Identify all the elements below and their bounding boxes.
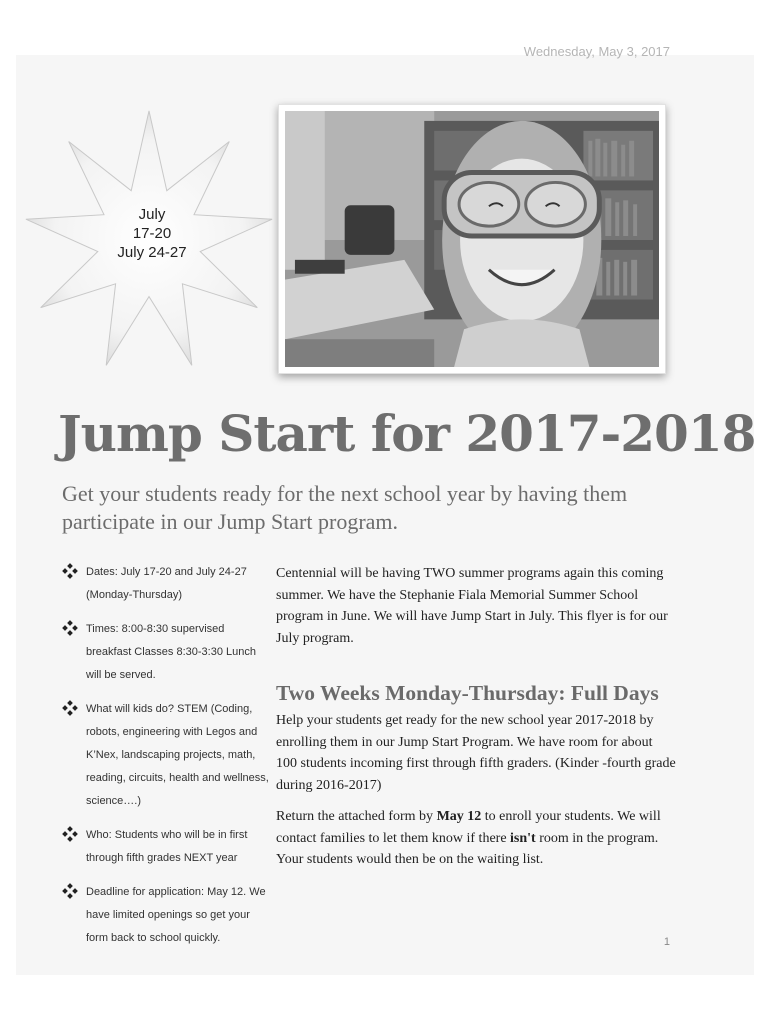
page-number: 1 — [663, 936, 670, 948]
page-subtitle: Get your students ready for the next school year by having them participate in our Jump Start program. — [62, 481, 628, 534]
main-column — [276, 563, 676, 871]
list-item — [60, 618, 270, 687]
return-text: Return the attached form by — [276, 809, 437, 824]
enroll-paragraph: Help your students get ready for the new school year 2017-2018 by enrolling them in our Jump Start Program. We have room for about 100 students incoming first through fifth graders. (Kinder -fourth grade during 2016-2017) — [276, 713, 676, 793]
return-text: room in the program. Your students would then be on the waiting list. — [276, 830, 659, 867]
child-with-goggles-photo — [285, 111, 659, 367]
bullet-text: Dates: July 17-20 and July 24-27 (Monday-Thursday) — [86, 566, 247, 601]
list-item — [60, 561, 270, 607]
intro-paragraph: Centennial will be having TWO summer programs again this coming summer. We have the Stephanie Fiala Memorial Summer School program in June. We will have Jump Start in July. This flyer is for our July program. — [276, 566, 668, 646]
starburst-line: July — [138, 206, 166, 223]
starburst-line: July 24-27 — [117, 244, 187, 261]
starburst-line: 17-20 — [132, 225, 172, 242]
list-item — [60, 881, 270, 950]
photo-frame — [278, 104, 666, 374]
page-title: Jump Start for 2017-2018 — [58, 404, 756, 463]
starburst-dates — [82, 205, 222, 262]
bullet-text: Who: Students who will be in first through fifth grades NEXT year — [86, 829, 248, 864]
bullet-text: Deadline for application: May 12. We have limited openings so get your form back to school quickly. — [86, 886, 266, 944]
return-form-paragraph — [276, 806, 676, 871]
list-item — [60, 698, 270, 813]
bullet-text: Times: 8:00-8:30 supervised breakfast Classes 8:30-3:30 Lunch will be served. — [86, 623, 256, 681]
return-text: to enroll your students. We will contact families to let them know if there — [276, 809, 661, 846]
bullet-text: What will kids do? STEM (Coding, robots, engineering with Legos and K’Nex, landscaping projects, math, reading, circuits, health and wellness, science….) — [86, 703, 269, 807]
deadline-date: May 12 — [436, 809, 482, 824]
emphasis-isnt: isn't — [510, 830, 536, 846]
section-title: Two Weeks Monday-Thursday: Full Days — [276, 681, 659, 705]
diamond-cluster-icon — [62, 620, 78, 636]
diamond-cluster-icon — [62, 700, 78, 716]
header-date: Wednesday, May 3, 2017 — [523, 44, 670, 59]
diamond-cluster-icon — [62, 883, 78, 899]
diamond-cluster-icon — [62, 826, 78, 842]
diamond-cluster-icon — [62, 563, 78, 579]
info-bullet-list — [60, 561, 270, 950]
list-item — [60, 824, 270, 870]
